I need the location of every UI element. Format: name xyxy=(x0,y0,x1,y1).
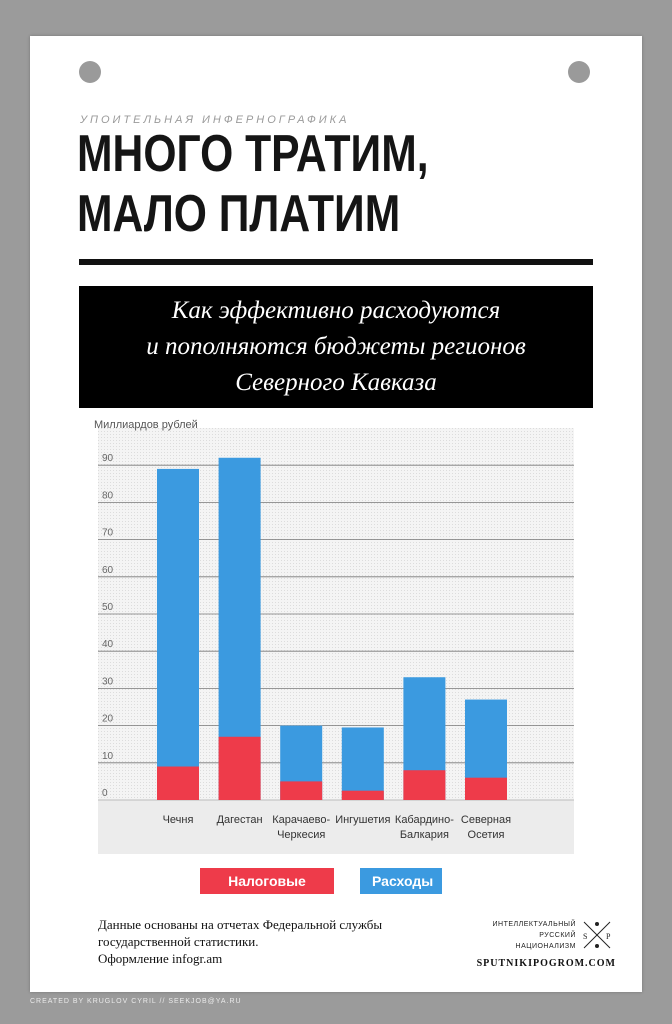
y-tick-label: 60 xyxy=(102,564,114,576)
subtitle-line-1: Как эффективно расходуются xyxy=(171,297,501,324)
bar-expenses xyxy=(157,469,199,800)
category-label: Кабардино- xyxy=(394,814,454,826)
subtitle-banner xyxy=(79,286,593,408)
category-label: Балкария xyxy=(399,829,449,841)
logo-line-3: НАЦИОНАЛИЗМ xyxy=(515,943,576,950)
divider-rule xyxy=(79,259,593,265)
y-tick-label: 70 xyxy=(102,527,114,539)
punch-hole-left xyxy=(79,61,101,83)
bar-tax xyxy=(342,791,384,800)
site-url: SPUTNIKIPOGROM.COM xyxy=(476,958,616,969)
logo-letter-s: S xyxy=(583,932,588,941)
category-label: Черкесия xyxy=(277,829,326,841)
kicker: УПОИТЕЛЬНАЯ ИНФЕРНОГРАФИКА xyxy=(80,114,350,126)
credit-line: CREATED BY KRUGLOV CYRIL // SEEKJOB@YA.RU xyxy=(30,998,242,1005)
y-tick-label: 10 xyxy=(102,750,114,762)
logo-text xyxy=(486,919,576,952)
y-tick-label: 90 xyxy=(102,453,114,465)
y-tick-label: 30 xyxy=(102,676,114,688)
y-tick-label: 20 xyxy=(102,713,114,725)
category-band xyxy=(98,800,574,854)
subtitle-line-2: и пополняются бюджеты регионов xyxy=(146,333,526,360)
category-label: Чечня xyxy=(162,814,194,826)
category-label: Осетия xyxy=(467,829,505,841)
legend-tax: Налоговые сборы xyxy=(200,868,334,894)
category-label: Карачаево- xyxy=(272,814,331,826)
subtitle-line-3: Северного Кавказа xyxy=(235,369,437,396)
bar-tax xyxy=(280,781,322,800)
y-tick-label: 50 xyxy=(102,602,114,613)
category-label: Северная xyxy=(460,814,512,826)
logo-line-2: РУССКИЙ xyxy=(539,932,576,939)
y-tick-label: 80 xyxy=(102,490,114,502)
category-label: Дагестан xyxy=(216,814,263,826)
source-line-2: государственной статистики. xyxy=(98,934,259,949)
headline xyxy=(77,124,503,244)
legend xyxy=(200,868,442,915)
logo-line-1: ИНТЕЛЛЕКТУАЛЬНЫЙ xyxy=(492,921,576,928)
source-note xyxy=(98,916,478,967)
punch-hole-right xyxy=(568,61,590,83)
y-tick-label: 40 xyxy=(102,639,114,651)
source-line-3: Оформление infogr.am xyxy=(98,951,223,966)
sp-logo-icon xyxy=(580,918,614,952)
logo-letter-p: P xyxy=(606,932,611,941)
bar-tax xyxy=(403,770,445,800)
headline-line-2: МАЛО ПЛАТИМ xyxy=(77,185,401,243)
bar-tax xyxy=(219,737,261,800)
category-label: Ингушетия xyxy=(335,814,391,826)
bar-chart xyxy=(94,419,606,858)
bar-expenses xyxy=(342,727,384,800)
legend-expenses: Расходы xyxy=(360,868,442,894)
y-axis-label: Миллиардов рублей xyxy=(94,419,198,431)
y-tick-label: 0 xyxy=(102,788,108,799)
source-line-1: Данные основаны на отчетах Федеральной службы xyxy=(98,917,383,932)
headline-line-1: МНОГО ТРАТИМ, xyxy=(77,125,429,183)
bar-tax xyxy=(157,767,199,800)
bar-tax xyxy=(465,778,507,800)
